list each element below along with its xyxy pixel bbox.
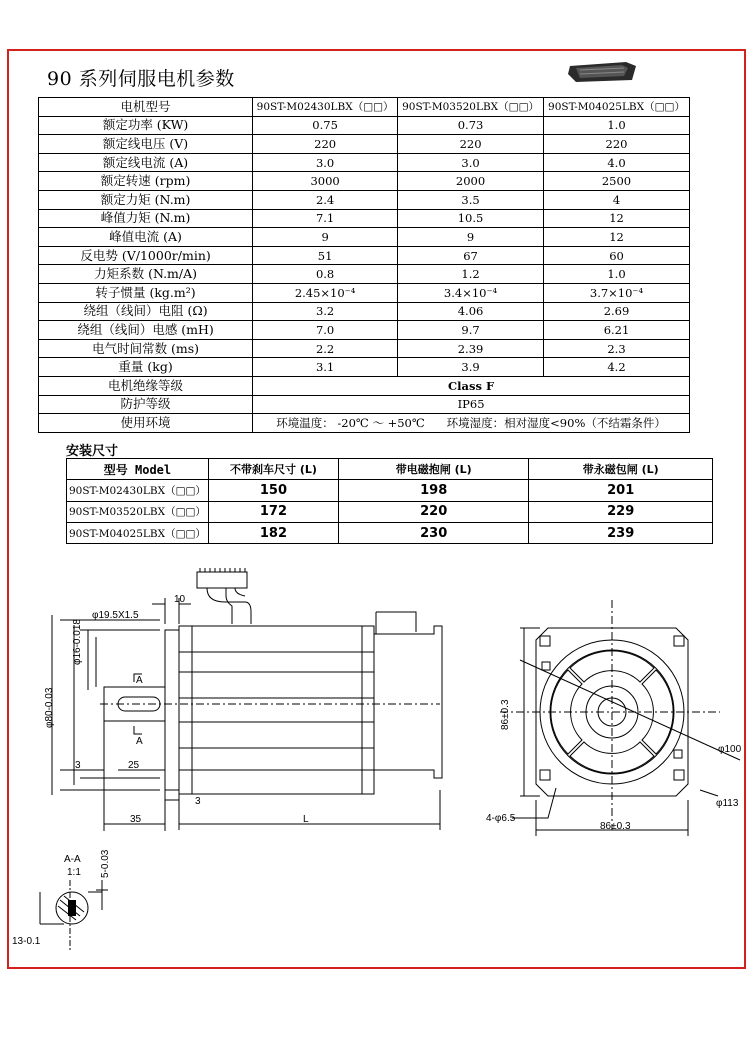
spec-cell-model-1: 2.4 bbox=[253, 190, 398, 209]
front-view bbox=[500, 600, 740, 836]
spec-row bbox=[39, 265, 690, 284]
insulation-value: Class F bbox=[253, 376, 690, 395]
spec-cell-model-3: 3.7×10⁻⁴ bbox=[544, 283, 690, 302]
front-height-label: 86±0.3 bbox=[500, 699, 511, 730]
spec-cell-model-2: 3.5 bbox=[398, 190, 544, 209]
install-row bbox=[67, 522, 713, 543]
environment-humidity: 环境湿度：相对湿度<90%（不结霜条件） bbox=[446, 415, 666, 430]
model-3-header: 90ST-M04025LBX（□□） bbox=[544, 98, 690, 117]
environment-label: 使用环境 bbox=[39, 414, 253, 433]
spec-cell-model-3: 4.0 bbox=[544, 153, 690, 172]
spec-row-label: 额定功率 (KW) bbox=[39, 116, 253, 135]
spec-row bbox=[39, 246, 690, 265]
spec-cell-model-3: 60 bbox=[544, 246, 690, 265]
spec-body bbox=[39, 116, 690, 376]
install-row-model: 90ST-M02430LBX（□□） bbox=[67, 480, 209, 501]
spec-row bbox=[39, 209, 690, 228]
spec-row bbox=[39, 228, 690, 247]
spec-row-label: 转子惯量 (kg.m²) bbox=[39, 283, 253, 302]
dim-L-label: L bbox=[303, 814, 309, 825]
section-scale: 1:1 bbox=[67, 867, 81, 878]
spec-cell-model-1: 2.45×10⁻⁴ bbox=[253, 283, 398, 302]
spec-cell-model-2: 9.7 bbox=[398, 321, 544, 340]
insulation-label: 电机绝缘等级 bbox=[39, 376, 253, 395]
install-cell-2: 230 bbox=[339, 522, 529, 543]
spec-cell-model-1: 3.0 bbox=[253, 153, 398, 172]
flange bbox=[165, 630, 179, 790]
spec-cell-model-3: 12 bbox=[544, 228, 690, 247]
spec-cell-model-1: 220 bbox=[253, 135, 398, 154]
install-row-model: 90ST-M04025LBX（□□） bbox=[67, 522, 209, 543]
spec-row bbox=[39, 302, 690, 321]
shaft-dia-label: φ16-0.018 bbox=[72, 619, 83, 665]
spec-row-label: 额定力矩 (N.m) bbox=[39, 190, 253, 209]
dim-35-label: 35 bbox=[130, 814, 142, 825]
spec-cell-model-3: 4 bbox=[544, 190, 690, 209]
front-width-label: 86±0.3 bbox=[600, 821, 631, 832]
spec-cell-model-3: 220 bbox=[544, 135, 690, 154]
motor-photo bbox=[566, 60, 638, 84]
spec-cell-model-2: 3.9 bbox=[398, 358, 544, 377]
pcd-label: φ100 bbox=[718, 744, 742, 755]
install-row bbox=[67, 480, 713, 501]
install-header-pmbrake: 带永磁包闸 (L) bbox=[529, 459, 713, 480]
model-1-header: 90ST-M02430LBX（□□） bbox=[253, 98, 398, 117]
spec-cell-model-2: 10.5 bbox=[398, 209, 544, 228]
spec-cell-model-1: 0.75 bbox=[253, 116, 398, 135]
spec-cell-model-1: 9 bbox=[253, 228, 398, 247]
spec-row bbox=[39, 116, 690, 135]
spec-cell-model-3: 2.69 bbox=[544, 302, 690, 321]
spec-cell-model-2: 2.39 bbox=[398, 339, 544, 358]
spec-row bbox=[39, 172, 690, 191]
install-row-model: 90ST-M03520LBX（□□） bbox=[67, 501, 209, 522]
connector-block bbox=[197, 572, 247, 588]
section-view bbox=[40, 880, 108, 950]
install-cell-2: 220 bbox=[339, 501, 529, 522]
shaft-key-label: φ19.5X1.5 bbox=[92, 610, 139, 621]
spec-header-row bbox=[39, 98, 690, 117]
install-header-nobrake: 不带刹车尺寸 (L) bbox=[208, 459, 338, 480]
install-header-ebrake: 带电磁抱闸 (L) bbox=[339, 459, 529, 480]
page-title: 90 系列伺服电机参数 bbox=[47, 68, 235, 90]
dim-10-label: 10 bbox=[174, 594, 186, 605]
section-title: A-A bbox=[64, 854, 81, 865]
section-mark-top: A bbox=[136, 675, 143, 686]
spec-cell-model-1: 7.0 bbox=[253, 321, 398, 340]
key-depth-label: 13-0.1 bbox=[12, 936, 41, 947]
environment-row bbox=[39, 414, 690, 433]
key-width-label: 5-0.03 bbox=[100, 849, 111, 878]
spec-cell-model-3: 12 bbox=[544, 209, 690, 228]
spec-cell-model-3: 1.0 bbox=[544, 265, 690, 284]
spec-cell-model-1: 3.2 bbox=[253, 302, 398, 321]
install-cell-3: 229 bbox=[529, 501, 713, 522]
spec-cell-model-1: 3000 bbox=[253, 172, 398, 191]
protection-value: IP65 bbox=[253, 395, 690, 414]
diag-label: φ113 bbox=[716, 798, 739, 809]
spec-cell-model-3: 1.0 bbox=[544, 116, 690, 135]
install-cell-1: 182 bbox=[208, 522, 338, 543]
model-2-header: 90ST-M03520LBX（□□） bbox=[398, 98, 544, 117]
install-cell-3: 201 bbox=[529, 480, 713, 501]
dim-3b-label: 3 bbox=[195, 796, 201, 807]
install-header-model: 型号 Model bbox=[67, 459, 209, 480]
spec-row-label: 峰值力矩 (N.m) bbox=[39, 209, 253, 228]
spec-row bbox=[39, 190, 690, 209]
install-cell-1: 172 bbox=[208, 501, 338, 522]
spec-row-label: 绕组（线间）电阻 (Ω) bbox=[39, 302, 253, 321]
environment-value bbox=[253, 414, 690, 433]
install-body bbox=[67, 480, 713, 544]
spec-row-label: 电气时间常数 (ms) bbox=[39, 339, 253, 358]
install-header-row bbox=[67, 459, 713, 480]
spec-cell-model-1: 0.8 bbox=[253, 265, 398, 284]
spec-header-label: 电机型号 bbox=[39, 98, 253, 117]
spec-cell-model-1: 7.1 bbox=[253, 209, 398, 228]
spec-cell-model-3: 2.3 bbox=[544, 339, 690, 358]
spec-cell-model-2: 67 bbox=[398, 246, 544, 265]
spec-cell-model-2: 220 bbox=[398, 135, 544, 154]
protection-row bbox=[39, 395, 690, 414]
holes-label: 4-φ6.5 bbox=[486, 813, 516, 824]
spec-cell-model-2: 1.2 bbox=[398, 265, 544, 284]
spec-row-label: 重量 (kg) bbox=[39, 358, 253, 377]
spec-cell-model-2: 3.4×10⁻⁴ bbox=[398, 283, 544, 302]
spec-row bbox=[39, 321, 690, 340]
spec-row bbox=[39, 358, 690, 377]
spec-cell-model-3: 2500 bbox=[544, 172, 690, 191]
protection-label: 防护等级 bbox=[39, 395, 253, 414]
spec-cell-model-3: 6.21 bbox=[544, 321, 690, 340]
spec-row bbox=[39, 153, 690, 172]
install-cell-2: 198 bbox=[339, 480, 529, 501]
spec-row bbox=[39, 135, 690, 154]
spec-cell-model-1: 3.1 bbox=[253, 358, 398, 377]
section-mark-bottom: A bbox=[136, 736, 143, 747]
environment-temp: 环境温度： -20℃ ～ +50℃ bbox=[276, 415, 425, 430]
pilot-dia-label: φ80-0.03 bbox=[44, 687, 55, 728]
spec-cell-model-1: 51 bbox=[253, 246, 398, 265]
spec-row-label: 额定转速 (rpm) bbox=[39, 172, 253, 191]
spec-cell-model-1: 2.2 bbox=[253, 339, 398, 358]
dimension-drawing bbox=[0, 560, 750, 960]
spec-cell-model-2: 4.06 bbox=[398, 302, 544, 321]
install-title: 安装尺寸 bbox=[66, 444, 119, 459]
spec-cell-model-2: 0.73 bbox=[398, 116, 544, 135]
spec-row bbox=[39, 339, 690, 358]
spec-cell-model-3: 4.2 bbox=[544, 358, 690, 377]
spec-row-label: 峰值电流 (A) bbox=[39, 228, 253, 247]
install-row bbox=[67, 501, 713, 522]
spec-row-label: 反电势 (V/1000r/min) bbox=[39, 246, 253, 265]
dim-3a-label: 3 bbox=[75, 760, 81, 771]
spec-row-label: 额定线电压 (V) bbox=[39, 135, 253, 154]
install-cell-3: 239 bbox=[529, 522, 713, 543]
spec-table bbox=[38, 97, 690, 433]
spec-cell-model-2: 2000 bbox=[398, 172, 544, 191]
spec-cell-model-2: 3.0 bbox=[398, 153, 544, 172]
spec-row-label: 力矩系数 (N.m/A) bbox=[39, 265, 253, 284]
install-cell-1: 150 bbox=[208, 480, 338, 501]
dim-25-label: 25 bbox=[128, 760, 140, 771]
spec-row-label: 额定线电流 (A) bbox=[39, 153, 253, 172]
spec-cell-model-2: 9 bbox=[398, 228, 544, 247]
spec-row bbox=[39, 283, 690, 302]
spec-row-label: 绕组（线间）电感 (mH) bbox=[39, 321, 253, 340]
install-table bbox=[66, 458, 713, 544]
motor-body bbox=[179, 626, 374, 794]
insulation-row bbox=[39, 376, 690, 395]
